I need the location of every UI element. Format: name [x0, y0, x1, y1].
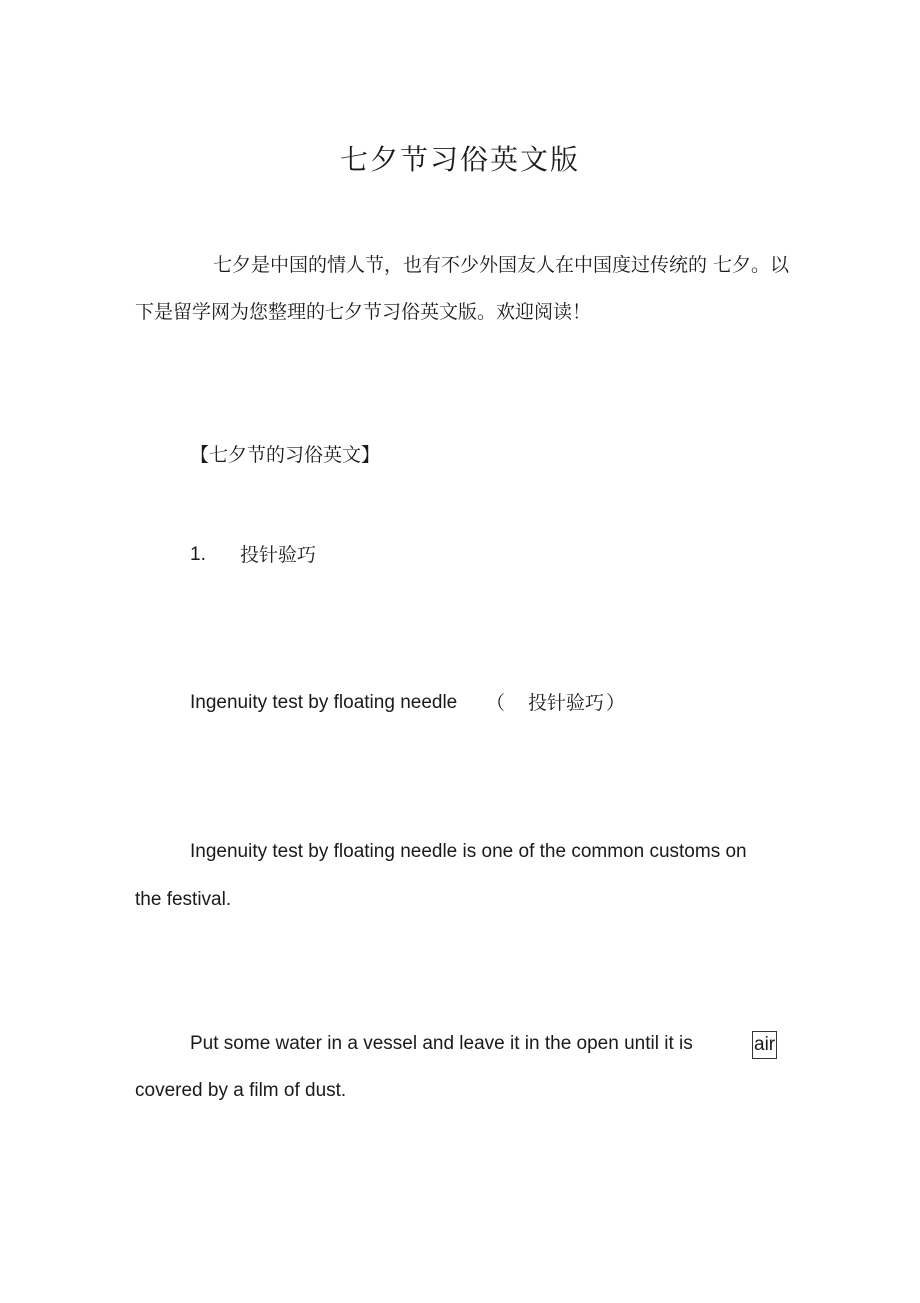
paragraph-1-line-2: the festival.	[135, 889, 232, 910]
paragraph-2-line-2: covered by a film of dust.	[135, 1080, 347, 1101]
intro-line-2: 下是留学网为您整理的七夕节习俗英文版。欢迎阅读！	[135, 301, 592, 323]
list-item-number: 1.	[190, 544, 206, 565]
document-title: 七夕节习俗英文版	[339, 143, 580, 176]
subheading-english: Ingenuity test by floating needle	[190, 692, 458, 713]
paragraph-2-boxed-word: air	[752, 1031, 777, 1059]
subheading-chinese: 投针验巧	[528, 692, 605, 714]
subheading-close-paren: ）	[606, 692, 626, 714]
paragraph-2-line-1: Put some water in a vessel and leave it in the open until it is	[190, 1033, 693, 1054]
section-heading: 【七夕节的习俗英文】	[190, 444, 381, 466]
list-item-label: 投针验巧	[240, 544, 317, 566]
subheading-open-paren: （	[486, 692, 506, 714]
paragraph-1-line-1: Ingenuity test by floating needle is one of the common customs on	[190, 841, 747, 862]
intro-line-1: 七夕是中国的情人节，也有不少外国友人在中国度过传统的 七夕。以	[213, 254, 790, 276]
